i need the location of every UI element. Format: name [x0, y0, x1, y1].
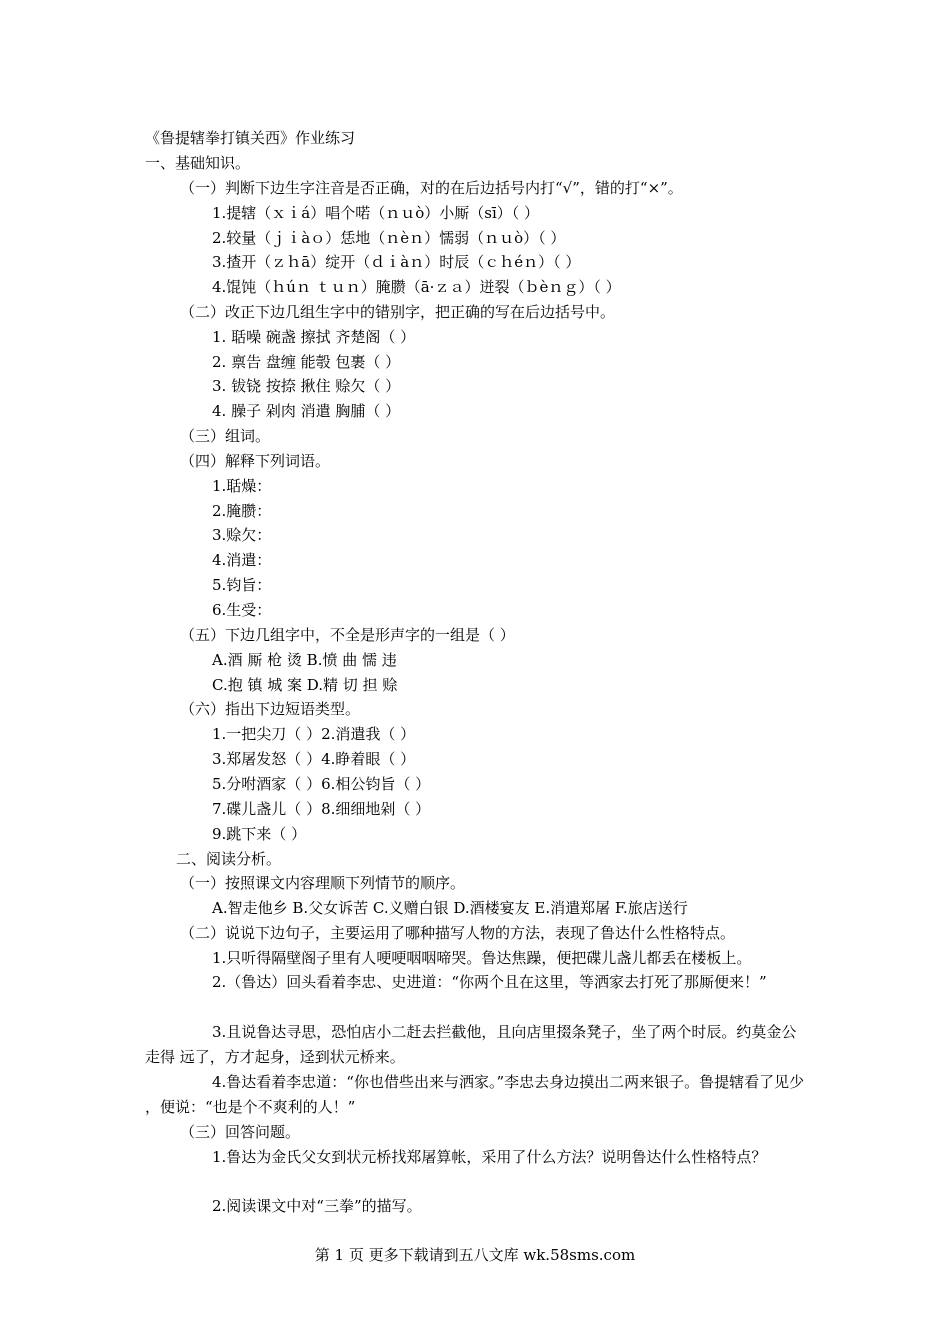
q4-item: 1.聒燥：: [212, 477, 272, 495]
s2-q3-item: 2.阅读课文中对“三拳”的描写。: [212, 1197, 422, 1215]
q6-item: 1.一把尖刀（ ）2.消遣我（ ）: [212, 725, 416, 743]
q5-heading: （五）下边几组字中，不全是形声字的一组是（ ）: [180, 626, 515, 644]
q6-heading: （六）指出下边短语类型。: [180, 700, 361, 718]
q1-item: 2.较量（ｊｉàｏ）恁地（ｎèｎ）懦弱（ｎｕò）（ ）: [212, 229, 566, 247]
q5-option: C.抱 镇 城 案 D.精 切 担 赊: [212, 676, 398, 694]
document-title: 《鲁提辖拳打镇关西》作业练习: [145, 129, 356, 147]
s2-q3-item: [145, 1145, 807, 1170]
section1-heading: 一、基础知识。: [145, 154, 251, 172]
q4-item: 5.钧旨：: [212, 576, 272, 594]
q1-heading: （一）判断下边生字注音是否正确，对的在后边括号内打“√”，错的打“×”。: [180, 179, 683, 197]
q5-option: A.酒 厮 枪 烫 B.愤 曲 懦 违: [212, 651, 397, 669]
q4-heading: （四）解释下列词语。: [180, 452, 331, 470]
q2-item: 3. 钹铙 按捺 揪住 赊欠（ ）: [212, 377, 401, 395]
s2-q2-item-text: 4.鲁达看着李忠道：“你也借些出来与洒家。”李忠去身边摸出二两来银子。鲁提辖看了见少 ，便说：“也是个不爽利的人！”: [145, 1073, 805, 1116]
q3-heading: （三）组词。: [180, 427, 271, 445]
s2-q3-item-text: 1.鲁达为金氏父女到状元桥找郑屠算帐，采用了什么方法？说明鲁达什么性格特点？: [212, 1148, 767, 1166]
s2-q2-item-text: 2.（鲁达）回头看着李忠、史进道：“你两个且在这里，等洒家去打死了那厮便来！”: [212, 973, 767, 991]
q6-item: 3.郑屠发怒（ ）4.睁着眼（ ）: [212, 750, 416, 768]
q2-item: 2. 禀告 盘缠 能彀 包裹（ ）: [212, 353, 401, 371]
q1-item: 4.馄饨（ｈúｎ ｔｕｎ）腌臜（ā·ｚａ）迸裂（ｂèｎｇ）（ ）: [212, 278, 621, 296]
q6-item: 9.跳下来（ ）: [212, 825, 307, 843]
page-footer: 第 1 页 更多下载请到五八文库 wk.58sms.com: [314, 1246, 636, 1264]
s2-q3-heading: （三）回答问题。: [180, 1123, 301, 1141]
s2-q2-item: 1.只听得隔壁阁子里有人哽哽咽咽啼哭。鲁达焦躁，便把碟儿盏儿都丢在楼板上。: [212, 949, 752, 967]
s2-q2-heading: （二）说说下边句子，主要运用了哪种描写人物的方法，表现了鲁达什么性格特点。: [180, 924, 736, 942]
q1-item: 3.揸开（ｚｈā）绽开（ｄｉàｎ）时辰（ｃｈéｎ）（ ）: [212, 253, 581, 271]
q4-item: 4.消遣：: [212, 551, 272, 569]
s2-q2-item: [145, 970, 807, 995]
q2-item: 1. 聒噪 碗盏 擦拭 齐楚阁（ ）: [212, 328, 416, 346]
q1-item: 1.提辖（ｘｉá）唱个喏（ｎｕò）小厮（sī）（ ）: [212, 204, 540, 222]
s2-q1-text: A.智走他乡 B.父女诉苦 C.义赠白银 D.酒楼宴友 E.消遣郑屠 F.旅店送行: [212, 899, 688, 917]
s2-q2-item-text: 3.且说鲁达寻思，恐怕店小二赶去拦截他，且向店里掇条凳子，坐了两个时辰。约莫金公走得 远了，方才起身，迳到状元桥来。: [145, 1023, 797, 1066]
q4-item: 3.赊欠：: [212, 526, 272, 544]
q4-item: 2.腌臜：: [212, 502, 272, 520]
q6-item: 5.分咐酒家（ ）6.相公钧旨（ ）: [212, 775, 431, 793]
s2-q2-item: [145, 1020, 807, 1070]
q4-item: 6.生受：: [212, 601, 272, 619]
s2-q2-item: [145, 1070, 807, 1120]
q2-item: 4. 臊子 剁肉 消遣 胸脯（ ）: [212, 402, 401, 420]
q6-item: 7.碟儿盏儿（ ）8.细细地剁（ ）: [212, 800, 431, 818]
q2-heading: （二）改正下边几组生字中的错别字，把正确的写在后边括号中。: [180, 303, 616, 321]
s2-q1-heading: （一）按照课文内容理顺下列情节的顺序。: [180, 874, 466, 892]
section2-heading: 二、阅读分析。: [176, 850, 282, 868]
